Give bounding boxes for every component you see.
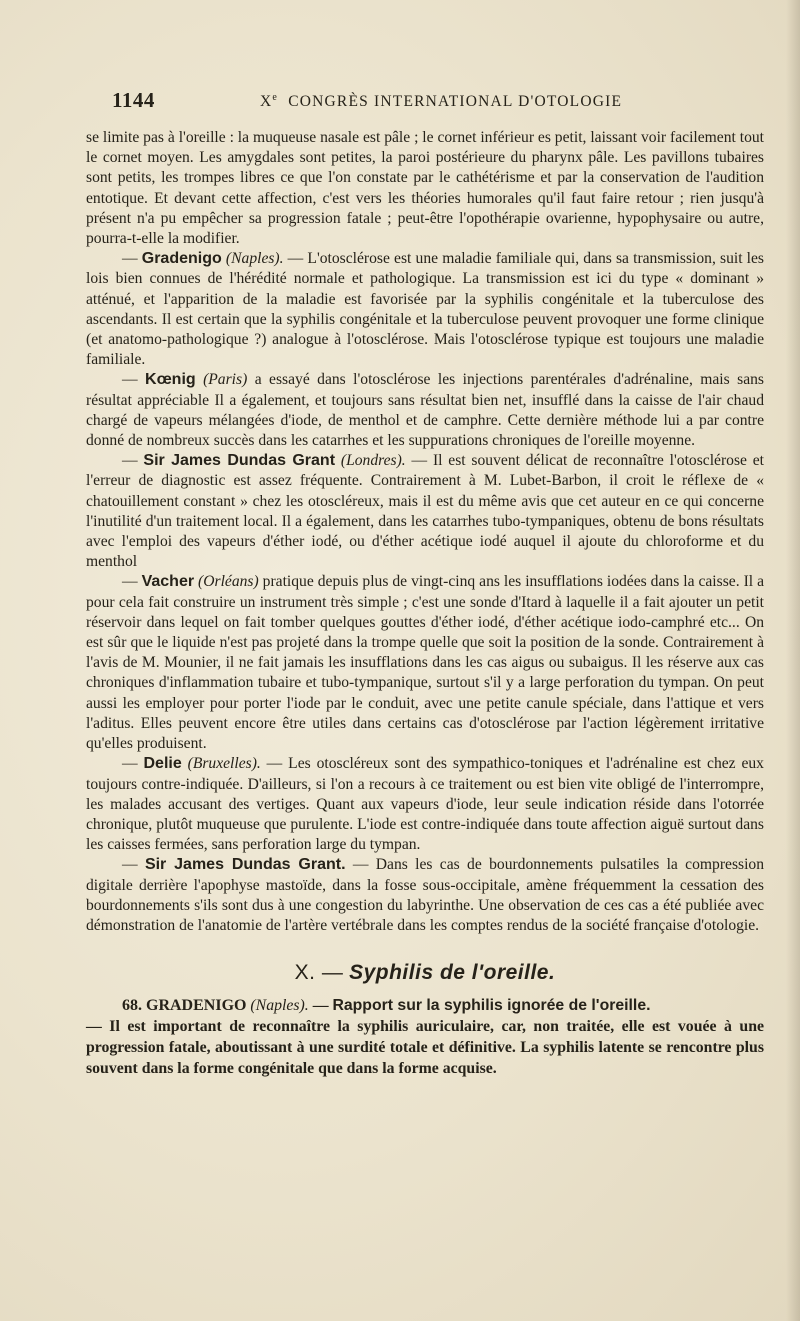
paragraph-dash: — xyxy=(122,856,145,874)
abstract-paragraph xyxy=(86,995,764,1016)
page-edge-shadow xyxy=(786,0,800,1321)
running-head xyxy=(260,92,622,111)
page-body xyxy=(86,128,764,1079)
running-head-sup: e xyxy=(272,92,279,103)
paragraph-delie xyxy=(86,754,764,855)
paragraph-dash: — xyxy=(122,755,144,773)
author-name: Vacher xyxy=(141,573,195,591)
paragraph-text: — L'otosclérose est une maladie familiale qui, dans sa transmission, suit les lois bien connues de l'hérédité normale et pathologique. La transmission est ici du type « dominant » atténué, et l'apparition de la maladie est favorisée par la syphilis congénitale et la tuberculose des ascendants. Il est certain que la syphilis congénitale et la tuberculose peuvent provoquer une forme clinique (et anatomo-pathologique ?) analogue à l'otosclérose. Mais l'otosclérose typique est toujours une maladie familiale. xyxy=(86,250,764,369)
author-city: (Londres). xyxy=(340,452,406,470)
author-name: Sir James Dundas Grant xyxy=(143,452,336,470)
paragraph-text: se limite pas à l'oreille : la muqueuse nasale est pâle ; le cornet inférieur es petit, laissant voir facilement tout le cornet moyen. Les amygdales sont petites, la paroi postérieure du pharynx pâle. Les pavillons tubaires sont petits, les trompes libres ce que l'on constate par le cathétérisme et par la conservation de l'audition entotique. Et devant cette affection, c'est vers les théories humorales qu'il faut faire retour ; rien jusqu'à présent n'a pu empêcher sa progression fatale ; peut-être l'opothérapie ovarienne, hypophysaire ou autre, pourra-t-elle la modifier. xyxy=(86,129,764,248)
page-header xyxy=(112,88,752,120)
author-city: (Paris) xyxy=(203,371,248,389)
paragraph-text: — Dans les cas de bourdonnements pulsatiles la compression digitale derrière l'apophyse mastoïde, dans la fosse sous-occipitale, amène fréquemment la cessation des bourdonnements s'ils sont dus à une congestion du labyrinthe. Une observation de ces cas a été publiée avec démonstration de l'anatomie de l'artère vertébrale dans les comptes rendus de la société française d'otologie. xyxy=(86,856,765,934)
paragraph-koenig xyxy=(86,370,764,451)
paragraph-vacher xyxy=(86,572,764,754)
abstract-lead: 68. GRADENIGO xyxy=(122,997,247,1015)
page-number: 1144 xyxy=(112,88,155,112)
paragraph-text: — Les otoscléreux sont des sympathico-toniques et l'adrénaline est chez eux toujours contre-indiquée. D'ailleurs, si l'on a recours à ce traitement ou est bien vite obligé de l'interrompre, les malades accusant des vertiges. Quant aux vapeurs d'iode, leur seule indication réside dans l'otorrée chronique, plutôt muqueuse que purulente. L'iode est contre-indiquée dans toute affection aiguë surtout dans les caisses fermées, sans perforation large du tympan. xyxy=(86,755,764,854)
section-heading xyxy=(86,960,764,985)
abstract-text: — Il est important de reconnaître la syphilis auriculaire, car, non traitée, elle est vouée à une progression fatale, aboutissant à une surdité totale et définitive. La syphilis latente se rencontre plus souvent dans la forme congénitale que dans la forme acquise. xyxy=(86,1018,764,1078)
author-name: Sir James Dundas Grant. xyxy=(144,856,346,874)
paragraph-text: a essayé dans l'otosclérose les injections parentérales d'adrénaline, mais sans résultat appréciable Il a également, et toujours sans résultat bien net, insufflé dans la caisse de l'air chaud chargé de vapeurs mélangées d'iode, de menthol et de camphre. Cette dernière méthode lui a par contre donné de nombreux succès dans les catarrhes et les suppurations chroniques de l'oreille moyenne. xyxy=(86,371,764,450)
paragraph-text: — Il est souvent délicat de reconnaître l'otosclérose et l'erreur de diagnostic est assez fréquente. Contrairement à M. Lubet-Barbon, il croit le réflexe de « chatouillement constant » chez les otoscléreux, mais il est du même avis que cet auteur en ce qui concerne l'inutilité d'un traitement local. Il a également, dans les catarrhes tubo-tympaniques, obtenu de bons résultats avec l'emploi des vapeurs d'éther iodé, ou d'éther acétique iodé auquel il ajoute du chloroforme et du menthol xyxy=(86,452,765,571)
abstract-city: (Naples). xyxy=(250,997,309,1015)
abstract-subject: Rapport sur la syphilis ignorée de l'oreille. xyxy=(332,997,651,1015)
author-city: (Naples). xyxy=(225,250,284,268)
running-head-title: CONGRÈS INTERNATIONAL D'OTOLOGIE xyxy=(288,93,623,111)
abstract-dash: — xyxy=(308,997,333,1015)
author-name: Gradenigo xyxy=(141,250,222,268)
paragraph-continuation xyxy=(86,128,764,249)
abstract-body xyxy=(86,1016,764,1079)
author-name: Kœnig xyxy=(145,371,196,389)
section-number: X. — xyxy=(294,961,344,985)
paragraph-dash: — xyxy=(122,452,144,470)
paragraph-dash: — xyxy=(122,573,142,591)
abstract-68 xyxy=(86,995,764,1079)
author-name: Delie xyxy=(143,755,182,773)
paragraph-dash: — xyxy=(122,250,142,268)
paragraph-dundas-grant-1 xyxy=(86,451,764,572)
author-city: (Bruxelles). xyxy=(187,755,261,773)
author-city: (Orléans) xyxy=(198,573,259,591)
section-title: Syphilis de l'oreille. xyxy=(349,961,556,985)
paragraph-dash: — xyxy=(122,371,146,389)
paragraph-gradenigo xyxy=(86,249,764,370)
running-head-prefix: X xyxy=(260,93,273,111)
paragraph-text: pratique depuis plus de vingt-cinq ans les insufflations iodées dans la caisse. Il a pour cela fait construire un instrument très simple ; c'est une sonde d'Itard à laquelle il a fait ajouter un petit réservoir dans lequel on fait tomber quelques gouttes d'éther iodé, d'éther acétique iodo-camphré etc... On est sûr que le liquide n'est pas projeté dans la trompe quelle que soit la position de la sonde. Contrairement à l'avis de M. Mounier, il ne fait jamais les insufflations dans les cas aigus ou subaigus. Il les réserve aux cas chroniques d'inflammation tubaire et tubo-tympanique, surtout s'il y a large perforation du tympan. On peut aussi les employer pour porter l'iode par le conduit, avec une petite canule spéciale, dans l'attique et vers l'aditus. Elles peuvent encore être utiles dans certains cas d'otosclérose par l'action légèrement irritative qu'elles produisent. xyxy=(86,573,764,753)
paragraph-dundas-grant-2 xyxy=(86,855,764,936)
